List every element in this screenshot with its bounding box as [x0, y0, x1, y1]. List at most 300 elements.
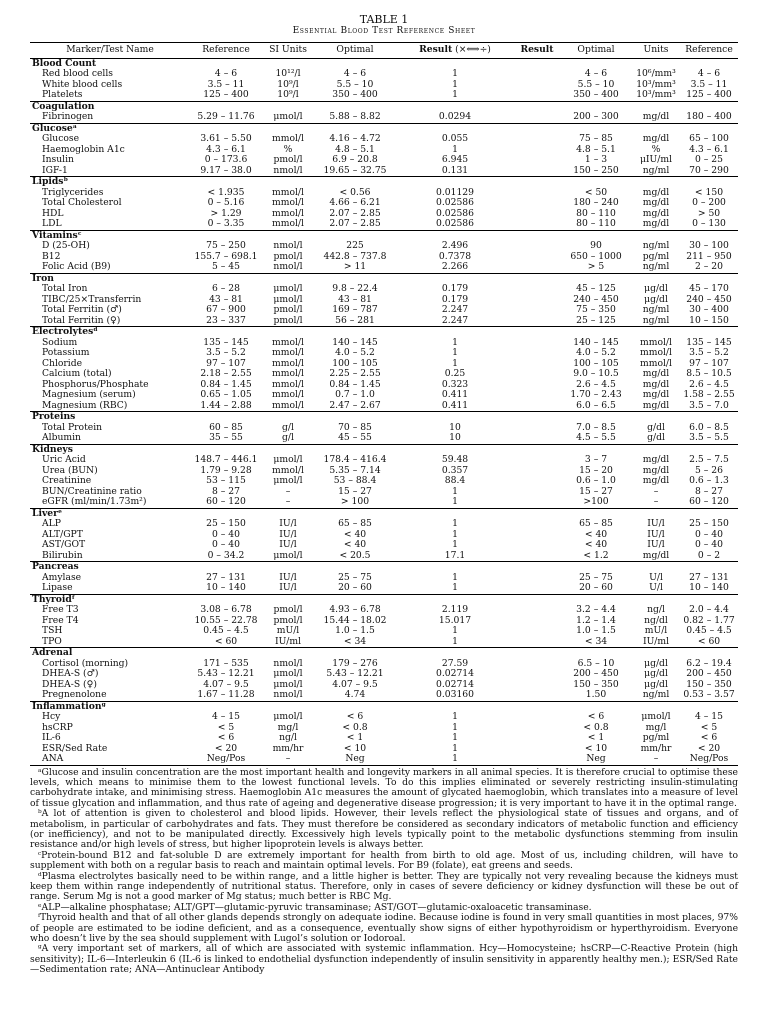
marker-name: Bilirubin — [42, 549, 83, 561]
units: mg/dl — [642, 475, 670, 486]
units: μg/dl — [644, 668, 668, 679]
si-units: μmol/l — [273, 475, 303, 486]
result-blank — [514, 305, 560, 316]
conversion-factor: 0.055 — [441, 133, 469, 144]
conversion-factor: 1 — [452, 539, 458, 550]
optimal-si: 53 – 88.4 — [333, 475, 377, 486]
conversion-factor: 0.411 — [441, 399, 469, 411]
marker-name: DHEA-S (♂) — [42, 668, 99, 679]
table-row — [30, 359, 738, 370]
table-row — [30, 390, 738, 401]
marker-name: TIBC/25×Transferrin — [42, 293, 142, 305]
si-units: nmol/l — [273, 657, 303, 669]
reference-si: 53 – 115 — [206, 475, 246, 486]
result-blank — [514, 348, 560, 359]
result-blank — [514, 519, 560, 530]
conversion-factor: 0.02714 — [436, 668, 474, 679]
conversion-factor: 10 — [449, 432, 461, 443]
marker-name: Platelets — [42, 89, 83, 100]
optimal-si: 56 – 281 — [335, 314, 375, 326]
marker-name: D (25-OH) — [42, 240, 90, 251]
result-blank — [514, 573, 560, 584]
reference-si: 0.84 – 1.45 — [200, 378, 252, 390]
table-row — [30, 476, 738, 487]
si-units: ng/l — [279, 732, 297, 743]
reference-si: 135 – 145 — [203, 336, 249, 348]
si-units: mmol/l — [272, 378, 304, 390]
table-row — [30, 530, 738, 541]
si-units: 10¹²/l — [275, 68, 301, 79]
section-heading: Proteins — [30, 412, 738, 423]
reference-si: 0 – 40 — [212, 528, 240, 540]
units: mg/dl — [642, 186, 670, 198]
optimal-si: 100 – 105 — [332, 357, 378, 369]
units: mg/dl — [642, 464, 670, 476]
marker-name: eGFR (ml/min/1.73m²) — [42, 496, 147, 507]
section-row — [30, 562, 738, 573]
result-blank — [514, 733, 560, 744]
conversion-factor: 1 — [452, 68, 458, 79]
table-row — [30, 241, 738, 252]
result-blank — [514, 626, 560, 637]
table-row — [30, 733, 738, 744]
marker-name: Magnesium (RBC) — [42, 399, 128, 411]
result-blank — [514, 390, 560, 401]
table-row — [30, 669, 738, 680]
si-units: % — [283, 143, 293, 155]
reference-conventional: 0 – 2 — [697, 549, 721, 561]
table-row — [30, 155, 738, 166]
footnote: ᵇA lot of attention is given to cholesterol and blood lipids. However, their levels reflect the physiological state of tissues and organs, and of metabolism, in particular of carbohydrates and fats. They must therefore be considered as secondary indicators of metabolic function and efficiency (or inefficiency), and not to be manipulated directly. Excessively high levels typically point to the metabolic dysfunctions stemming from insulin resistance and/or high levels of stress, but higher lipoprotein levels is always better. — [30, 808, 738, 851]
conversion-factor: 0.357 — [441, 464, 469, 476]
result-blank — [514, 188, 560, 199]
units: – — [632, 754, 680, 765]
units: mg/dl — [642, 378, 670, 390]
table-row — [30, 455, 738, 466]
header-result-conventional: Result — [514, 43, 560, 59]
result-blank — [514, 659, 560, 670]
optimal-conventional: >100 — [583, 496, 609, 507]
optimal-conventional: 4.5 – 5.5 — [576, 432, 616, 443]
si-units: mmol/l — [272, 197, 304, 208]
table-row — [30, 690, 738, 701]
reference-conventional: 10 – 140 — [689, 582, 729, 593]
optimal-si: 25 – 75 — [338, 571, 372, 583]
header-row — [30, 43, 738, 59]
result-blank — [514, 316, 560, 327]
optimal-si: < 6 — [346, 711, 364, 722]
result-blank — [514, 219, 560, 230]
optimal-conventional: 25 – 125 — [576, 314, 616, 326]
optimal-conventional: 6.0 – 6.5 — [576, 399, 616, 411]
optimal-si: 20 – 60 — [338, 582, 372, 593]
table-row — [30, 166, 738, 177]
header-conversion — [396, 43, 514, 59]
marker-name: ANA — [30, 754, 190, 765]
section-row — [30, 58, 738, 69]
table-row — [30, 198, 738, 209]
footnote: ᶠThyroid health and that of all other glands depends strongly on adequate iodine. Because iodine is found in very small quantities in most places, 97% of people are estimated to be iodine deficient, and as a consequence, eventually show signs of either hypothyroidism or hyperthyroidism. Everyone who doesn’t live by the sea should supplement with Lugol’s solution or Iodoroal. — [30, 912, 738, 944]
conversion-factor: 1 — [452, 742, 458, 754]
optimal-conventional: Neg — [560, 754, 632, 765]
reference-si: Neg/Pos — [190, 754, 262, 765]
optimal-conventional: 1 – 3 — [584, 154, 608, 165]
result-blank — [514, 476, 560, 487]
conversion-factor: 0.01129 — [436, 186, 474, 198]
marker-name: BUN/Creatinine ratio — [42, 485, 142, 497]
optimal-si: 169 – 787 — [332, 304, 378, 315]
units: ng/ml — [642, 261, 670, 272]
reference-conventional: 0.45 – 4.5 — [686, 625, 732, 636]
reference-si: 125 – 400 — [203, 89, 249, 100]
optimal-conventional: 240 – 450 — [573, 293, 619, 305]
marker-name: IGF-1 — [42, 164, 68, 176]
section-row — [30, 701, 738, 712]
units: – — [653, 485, 659, 497]
marker-name: Phosphorus/Phosphate — [42, 378, 149, 390]
si-units: pmol/l — [273, 314, 303, 326]
reference-conventional: 60 – 120 — [689, 496, 729, 507]
optimal-conventional: 9.0 – 10.5 — [573, 368, 619, 379]
reference-si: 5.29 – 11.76 — [197, 111, 255, 122]
conversion-factor: 1 — [452, 357, 458, 369]
optimal-conventional: 90 — [590, 240, 602, 251]
optimal-conventional: 15 – 27 — [579, 485, 613, 497]
units: ng/ml — [642, 314, 670, 326]
units: μg/dl — [644, 678, 668, 690]
optimal-si: 140 – 145 — [332, 336, 378, 348]
optimal-si: 65 – 85 — [338, 518, 372, 529]
conversion-factor: 1 — [452, 721, 458, 733]
table-row — [30, 497, 738, 508]
reference-si: 0 – 34.2 — [207, 549, 245, 561]
result-blank — [514, 754, 560, 765]
table-row — [30, 744, 738, 755]
reference-conventional: 30 – 100 — [689, 240, 729, 251]
optimal-si: 178.4 – 416.4 — [323, 454, 387, 465]
reference-conventional: < 60 — [697, 635, 721, 647]
reference-conventional: 0 – 130 — [692, 218, 726, 229]
optimal-conventional: 25 – 75 — [579, 571, 613, 583]
optimal-conventional: 4 – 6 — [584, 68, 608, 79]
conversion-factor: 1 — [452, 89, 458, 100]
conversion-factor: 0.03160 — [436, 689, 474, 700]
reference-conventional: 4 – 15 — [695, 711, 723, 722]
table-row — [30, 423, 738, 434]
section-heading: Blood Count — [32, 57, 97, 69]
table-row — [30, 583, 738, 594]
si-units: mmol/l — [272, 464, 304, 476]
table-row — [30, 401, 738, 412]
marker-name: HDL — [42, 207, 64, 219]
optimal-conventional: < 10 — [584, 742, 608, 754]
optimal-conventional: 6.5 – 10 — [577, 657, 615, 669]
reference-si: 4 – 6 — [214, 68, 238, 79]
optimal-si: > 100 — [340, 496, 370, 507]
units: 10⁶/mm³ — [636, 68, 676, 79]
header-optimal-conventional: Optimal — [560, 43, 632, 59]
optimal-conventional: 75 – 85 — [579, 133, 613, 144]
conversion-factor: 0.02714 — [436, 678, 474, 690]
marker-name: Total Cholesterol — [42, 197, 122, 208]
optimal-si: 4 – 6 — [343, 68, 367, 79]
reference-si: 3.5 – 11 — [207, 78, 245, 90]
conversion-factor: 1 — [452, 635, 458, 647]
optimal-conventional: 200 – 450 — [573, 668, 619, 679]
conversion-factor: 0.179 — [441, 293, 469, 305]
reference-si: 3.61 – 5.50 — [200, 133, 252, 144]
units: μg/dl — [644, 657, 668, 669]
reference-conventional: 200 – 450 — [686, 668, 732, 679]
si-units: g/l — [282, 432, 294, 443]
optimal-si: < 34 — [343, 635, 367, 647]
reference-conventional: 30 – 400 — [689, 304, 729, 315]
reference-si: 1.79 – 9.28 — [200, 464, 252, 476]
reference-conventional: < 6 — [700, 732, 718, 743]
reference-conventional: 125 – 400 — [686, 89, 732, 100]
optimal-si: 5.43 – 12.21 — [326, 668, 384, 679]
marker-name: Pregnenolone — [42, 689, 107, 700]
marker-name: DHEA-S (♀) — [42, 678, 97, 690]
units: mg/dl — [642, 389, 670, 400]
marker-name: Chloride — [42, 357, 83, 369]
optimal-si: 19.65 – 32.75 — [323, 164, 387, 176]
optimal-si: < 20.5 — [339, 549, 371, 561]
optimal-si: 5.35 – 7.14 — [329, 464, 381, 476]
marker-name: Free T4 — [42, 614, 79, 626]
reference-conventional: 3.5 – 5.2 — [689, 347, 729, 358]
table-row — [30, 369, 738, 380]
result-blank — [514, 680, 560, 691]
units: mg/dl — [642, 207, 670, 219]
reference-si: 3.5 – 5.2 — [206, 347, 246, 358]
optimal-si: 70 – 85 — [338, 421, 372, 433]
si-units: – — [285, 485, 291, 497]
table-row — [30, 712, 738, 723]
units: 10³/mm³ — [636, 78, 676, 90]
units: mg/l — [645, 721, 667, 733]
si-units: – — [262, 754, 314, 765]
section-heading: Adrenal — [30, 648, 738, 659]
footnote: ᵈPlasma electrolytes basically need to be within range, and a little higher is better. They are typically not very revealing because the kidneys must keep them within range independently of nutritional status. Therefore, only in cases of severe deficiency or kidney dysfunction will these be out of range. Serum Mg is not a good marker of Mg status; much better is RBC Mg. — [30, 870, 738, 903]
reference-conventional: 5 – 26 — [695, 464, 723, 476]
si-units: μmol/l — [273, 668, 303, 679]
reference-conventional: 0.6 – 1.3 — [689, 475, 729, 486]
reference-conventional: 27 – 131 — [689, 571, 729, 583]
optimal-si: 2.25 – 2.55 — [329, 368, 381, 379]
conversion-factor: 0.131 — [441, 164, 469, 176]
footnote: ᵍA very important set of markers, all of which are associated with systemic inflammation. Hcy—Homocysteine; hsCRP—C-Reactive Protein (high sensitivity); IL-6—Interleukin 6 (IL-6 is linked to endothelial dysfunction independently of insulin sensitivity in apparently healthy men.); ESR/Sed Rate—Sedimentation rate; ANA—Antinuclear Antibody — [30, 943, 738, 976]
table-title: TABLE 1 — [359, 13, 409, 26]
section-row — [30, 123, 738, 134]
optimal-si: 225 — [346, 240, 364, 251]
si-units: IU/ml — [274, 635, 302, 647]
units: – — [653, 496, 659, 507]
units: ng/ml — [642, 689, 670, 700]
result-blank — [514, 69, 560, 80]
si-units: nmol/l — [273, 240, 303, 251]
units: ng/dl — [644, 614, 668, 626]
optimal-si: 4.07 – 9.5 — [332, 678, 378, 690]
section-heading: Glucoseᵃ — [30, 123, 738, 134]
result-blank — [514, 338, 560, 349]
si-units: mmol/l — [272, 218, 304, 229]
si-units: nmol/l — [273, 164, 303, 176]
marker-name: ALT/GPT — [42, 528, 83, 540]
optimal-si: < 10 — [343, 742, 367, 754]
section-row — [30, 101, 738, 112]
table-row — [30, 262, 738, 273]
footnote: ᶜProtein-bound B12 and fat-soluble D are extremely important for health from birth to old age. Most of us, including children, will have to supplement with both on a regular basis to reach and maintain optimal levels. For B9 (folate), eat greens and seeds. — [30, 849, 738, 872]
reference-conventional: 0 – 25 — [695, 154, 723, 165]
optimal-si: 15 – 27 — [338, 485, 372, 497]
reference-conventional: 0.53 – 3.57 — [683, 689, 735, 700]
marker-name: TSH — [42, 625, 63, 636]
conversion-factor: 1 — [452, 625, 458, 636]
footnotes — [30, 768, 738, 976]
units: IU/l — [647, 518, 665, 529]
table-row — [30, 573, 738, 584]
optimal-conventional: 75 – 350 — [576, 304, 616, 315]
table-row — [30, 252, 738, 263]
section-row — [30, 648, 738, 659]
marker-name: Potassium — [42, 347, 90, 358]
optimal-si: 4.0 – 5.2 — [335, 347, 375, 358]
reference-conventional: 65 – 100 — [689, 133, 729, 144]
optimal-si: 9.8 – 22.4 — [332, 283, 378, 294]
optimal-si: 2.07 – 2.85 — [329, 207, 381, 219]
reference-si: 8 – 27 — [212, 485, 240, 497]
reference-conventional: 6.2 – 19.4 — [686, 657, 732, 669]
conversion-factor: 0.02586 — [436, 207, 474, 219]
conversion-factor: 0.25 — [444, 368, 466, 379]
conversion-factor: 1 — [452, 347, 458, 358]
marker-name: Cortisol (morning) — [42, 657, 129, 669]
table-row — [30, 219, 738, 230]
units: mg/dl — [642, 454, 670, 465]
si-units: μmol/l — [273, 293, 303, 305]
reference-conventional: 150 – 350 — [686, 678, 732, 690]
units: mg/dl — [642, 197, 670, 208]
si-units: pmol/l — [273, 614, 303, 626]
conversion-factor: 1 — [396, 754, 514, 765]
si-units: pmol/l — [273, 304, 303, 315]
optimal-si: 350 – 400 — [332, 89, 378, 100]
reference-si: 4 – 15 — [212, 711, 240, 722]
optimal-si: < 40 — [343, 528, 367, 540]
reference-conventional: 4 – 6 — [697, 68, 721, 79]
optimal-si: 1.0 – 1.5 — [335, 625, 375, 636]
result-blank — [514, 262, 560, 273]
optimal-conventional: 3 – 7 — [584, 454, 608, 465]
table-row — [30, 616, 738, 627]
optimal-conventional: < 40 — [584, 539, 608, 550]
conversion-factor: 1 — [452, 336, 458, 348]
header-optimal-si: Optimal — [314, 43, 396, 59]
table-row — [30, 519, 738, 530]
table-row — [30, 433, 738, 444]
reference-conventional: 25 – 150 — [689, 518, 729, 529]
table-row — [30, 90, 738, 101]
optimal-conventional: < 1 — [587, 732, 605, 743]
result-blank — [514, 166, 560, 177]
reference-si: 1.67 – 11.28 — [197, 689, 255, 700]
reference-conventional: 240 – 450 — [686, 293, 732, 305]
reference-conventional: 0 – 200 — [692, 197, 726, 208]
marker-name: Uric Acid — [42, 454, 86, 465]
optimal-conventional: 5.5 – 10 — [577, 78, 615, 90]
section-heading: Electrolytesᵈ — [30, 327, 738, 338]
conversion-factor: 1 — [452, 711, 458, 722]
optimal-conventional: 65 – 85 — [579, 518, 613, 529]
si-units: μmol/l — [273, 549, 303, 561]
result-blank — [514, 80, 560, 91]
si-units: μmol/l — [273, 283, 303, 294]
optimal-si: > 11 — [343, 261, 367, 272]
optimal-si: 4.74 — [344, 689, 366, 700]
optimal-si: 5.5 – 10 — [336, 78, 374, 90]
result-blank — [514, 369, 560, 380]
reference-conventional: 1.58 – 2.55 — [683, 389, 735, 400]
table-row — [30, 540, 738, 551]
optimal-conventional: 80 – 110 — [576, 207, 616, 219]
reference-si: 4.07 – 9.5 — [203, 678, 249, 690]
result-blank — [514, 90, 560, 101]
section-heading: Inflammationᵍ — [30, 701, 738, 712]
reference-conventional: Neg/Pos — [680, 754, 738, 765]
conversion-factor: 1 — [452, 78, 458, 90]
optimal-si: < 0.56 — [339, 186, 371, 198]
optimal-conventional: < 40 — [584, 528, 608, 540]
si-units: μmol/l — [273, 454, 303, 465]
table-row — [30, 605, 738, 616]
conversion-factor: 88.4 — [444, 475, 466, 486]
units: μIU/ml — [639, 154, 673, 165]
conversion-factor: 6.945 — [441, 154, 469, 165]
optimal-si: Neg — [314, 754, 396, 765]
optimal-si: 179 – 276 — [332, 657, 378, 669]
result-blank — [514, 241, 560, 252]
marker-name: Triglycerides — [42, 186, 104, 198]
reference-si: < 20 — [214, 742, 238, 754]
units: IU/l — [647, 528, 665, 540]
marker-name: Insulin — [42, 154, 74, 165]
marker-name: Total Ferritin (♀) — [42, 314, 121, 326]
document-page — [30, 0, 738, 976]
units: mm/hr — [640, 742, 672, 754]
conversion-factor: 1 — [452, 732, 458, 743]
optimal-conventional: < 6 — [587, 711, 605, 722]
result-blank — [514, 669, 560, 680]
reference-conventional: 10 – 150 — [689, 314, 729, 326]
result-blank — [514, 198, 560, 209]
reference-si: 5 – 45 — [212, 261, 240, 272]
reference-conventional: 0 – 40 — [695, 539, 723, 550]
result-blank — [514, 401, 560, 412]
units: mg/dl — [642, 399, 670, 411]
si-units: mm/hr — [272, 742, 304, 754]
reference-si: 10 – 140 — [206, 582, 246, 593]
units: μg/dl — [644, 283, 668, 294]
marker-name: Total Iron — [42, 283, 88, 294]
section-heading: Vitaminsᶜ — [30, 230, 738, 241]
si-units: pmol/l — [273, 154, 303, 165]
reference-si: 75 – 250 — [206, 240, 246, 251]
reference-si: 4.3 – 6.1 — [206, 143, 246, 155]
optimal-si: 6.9 – 20.8 — [332, 154, 378, 165]
marker-name: Glucose — [42, 133, 80, 144]
si-units: 10⁹/l — [277, 78, 299, 90]
